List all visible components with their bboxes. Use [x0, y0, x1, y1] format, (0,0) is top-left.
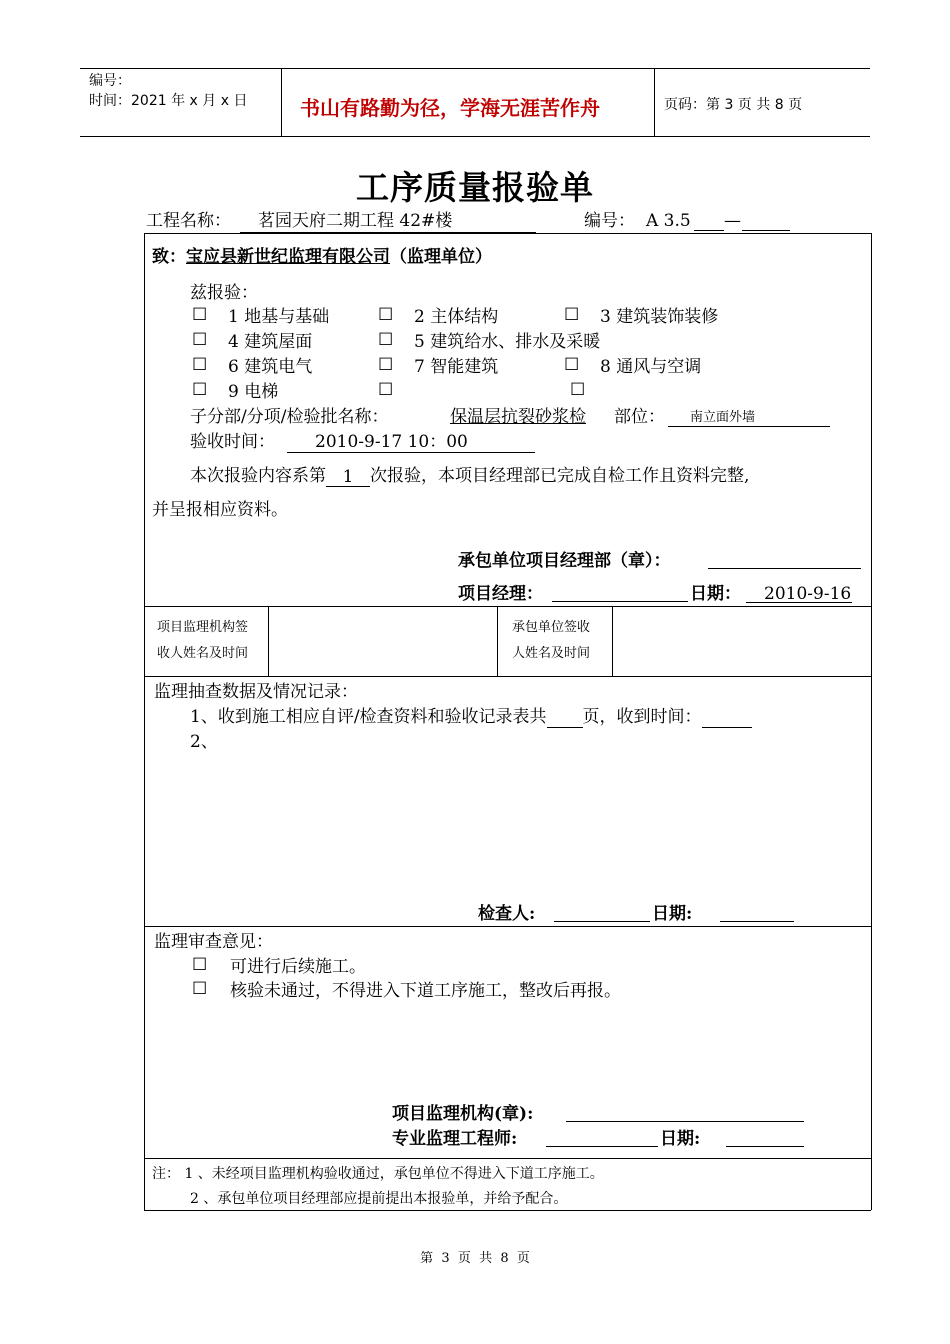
contractor-dept-label: 承包单位项目经理部（章）： — [458, 551, 671, 571]
number-blank-2 — [742, 230, 790, 231]
location-label: 部位： — [614, 407, 665, 427]
statement-count: 1 — [326, 466, 370, 487]
batch-value: 保温层抗裂砂浆检 — [450, 407, 586, 427]
to-unit: 宝应县新世纪监理有限公司 — [186, 247, 390, 267]
option-8-label: 8 通风与空调 — [600, 357, 702, 377]
checkbox-option-6[interactable]: ☐ — [192, 355, 208, 375]
acceptance-value: 2010-9-17 10：00 — [315, 432, 468, 452]
checkbox-reject[interactable]: ☐ — [192, 979, 208, 999]
inspection-item1-a: 1、收到施工相应自评/检查资料和验收记录表共 — [190, 707, 547, 727]
inspection-date-blank[interactable] — [720, 921, 794, 922]
supervisor-receipt-cell[interactable] — [270, 608, 495, 674]
contractor-dept-blank — [708, 568, 861, 569]
project-name-value: 茗园天府二期工程 42#楼 — [258, 211, 453, 231]
option-2-label: 2 主体结构 — [414, 307, 499, 327]
review-option-reject: 核验未通过，不得进入下道工序施工，整改后再报。 — [230, 981, 621, 1001]
statement-part2: 次报验，本项目经理部已完成自检工作且资料完整, — [370, 466, 750, 486]
checkbox-option-blank-2[interactable]: ☐ — [570, 380, 586, 400]
review-date-label: 日期: — [660, 1129, 701, 1149]
inspection-date-label: 日期: — [652, 904, 693, 924]
statement-line-2: 并呈报相应资料。 — [152, 500, 288, 520]
number-blank-1 — [694, 230, 724, 231]
number-label: 编号： — [584, 211, 635, 231]
option-7-label: 7 智能建筑 — [414, 357, 499, 377]
engineer-label: 专业监理工程师: — [392, 1129, 518, 1149]
checkbox-option-blank-1[interactable]: ☐ — [378, 380, 394, 400]
batch-label: 子分部/分项/检验批名称： — [190, 407, 389, 427]
serial-label: 编号： — [89, 73, 131, 89]
supervision-org-label: 项目监理机构(章): — [392, 1104, 534, 1124]
manager-label: 项目经理： — [458, 584, 543, 604]
review-heading: 监理审查意见： — [154, 932, 273, 952]
option-1-label: 1 地基与基础 — [228, 307, 330, 327]
project-name-label: 工程名称： — [146, 211, 231, 231]
to-prefix: 致： — [152, 247, 186, 267]
to-line — [152, 246, 492, 268]
acceptance-field — [287, 431, 535, 453]
location-field — [668, 406, 830, 427]
number-value: A 3.5 — [646, 211, 691, 231]
inspection-heading: 监理抽查数据及情况记录： — [154, 682, 358, 702]
engineer-blank[interactable] — [546, 1146, 658, 1147]
contractor-receipt-cell[interactable] — [614, 608, 869, 674]
review-option-approve: 可进行后续施工。 — [230, 957, 366, 977]
page-footer: 第 3 页 共 8 页 — [420, 1251, 530, 1266]
contractor-date-value: 2010-9-16 — [764, 584, 852, 604]
inspection-item-2: 2、 — [190, 732, 218, 752]
option-4-label: 4 建筑屋面 — [228, 332, 313, 352]
time-label: 时间：2021 年 x 月 x 日 — [89, 93, 248, 109]
statement-part1: 本次报验内容系第 — [190, 466, 326, 486]
option-6-label: 6 建筑电气 — [228, 357, 313, 377]
inspection-item-1 — [190, 706, 752, 728]
supervisor-receipt-line1: 项目监理机构签 — [157, 620, 249, 635]
checkbox-option-4[interactable]: ☐ — [192, 330, 208, 350]
received-time-blank[interactable] — [702, 707, 752, 728]
acceptance-label: 验收时间： — [190, 432, 275, 452]
option-3-label: 3 建筑装饰装修 — [600, 307, 719, 327]
form-title: 工序质量报验单 — [356, 168, 594, 207]
contractor-receipt-line1: 承包单位签收 — [512, 620, 591, 635]
location-value: 南立面外墙 — [690, 410, 756, 425]
pages-blank[interactable] — [547, 707, 583, 728]
checkbox-option-5[interactable]: ☐ — [378, 330, 394, 350]
note-line-1: 注： 1 、未经项目监理机构验收通过，承包单位不得进入下道工序施工。 — [152, 1166, 604, 1182]
number-dash: — — [724, 211, 741, 231]
contractor-date-field — [746, 583, 852, 603]
checkbox-approve[interactable]: ☐ — [192, 955, 208, 975]
project-name-field — [240, 210, 536, 233]
note-line-2: 2 、承包单位项目经理部应提前提出本报验单，并给予配合。 — [190, 1191, 568, 1207]
supervision-org-blank[interactable] — [566, 1121, 804, 1122]
checkbox-option-8[interactable]: ☐ — [564, 355, 580, 375]
contractor-receipt-line2: 人姓名及时间 — [512, 646, 591, 661]
manager-blank — [552, 601, 688, 602]
checkbox-option-9[interactable]: ☐ — [192, 380, 208, 400]
option-5-label: 5 建筑给水、排水及采暖 — [414, 332, 601, 352]
contractor-date-label: 日期： — [690, 584, 741, 604]
report-intro: 兹报验： — [190, 283, 258, 303]
statement-line-1 — [190, 465, 749, 487]
supervisor-receipt-line2: 收人姓名及时间 — [157, 646, 249, 661]
checkbox-option-7[interactable]: ☐ — [378, 355, 394, 375]
page-code: 页码：第 3 页 共 8 页 — [664, 97, 803, 113]
header-motto: 书山有路勤为径，学海无涯苦作舟 — [300, 96, 600, 120]
inspection-item1-b: 页，收到时间： — [582, 707, 702, 727]
inspector-label: 检查人: — [478, 904, 536, 924]
to-suffix: （监理单位） — [390, 247, 492, 267]
checkbox-option-1[interactable]: ☐ — [192, 305, 208, 325]
checkbox-option-3[interactable]: ☐ — [564, 305, 580, 325]
inspector-blank[interactable] — [554, 921, 650, 922]
checkbox-option-2[interactable]: ☐ — [378, 305, 394, 325]
review-date-blank[interactable] — [726, 1146, 804, 1147]
option-9-label: 9 电梯 — [228, 382, 279, 402]
